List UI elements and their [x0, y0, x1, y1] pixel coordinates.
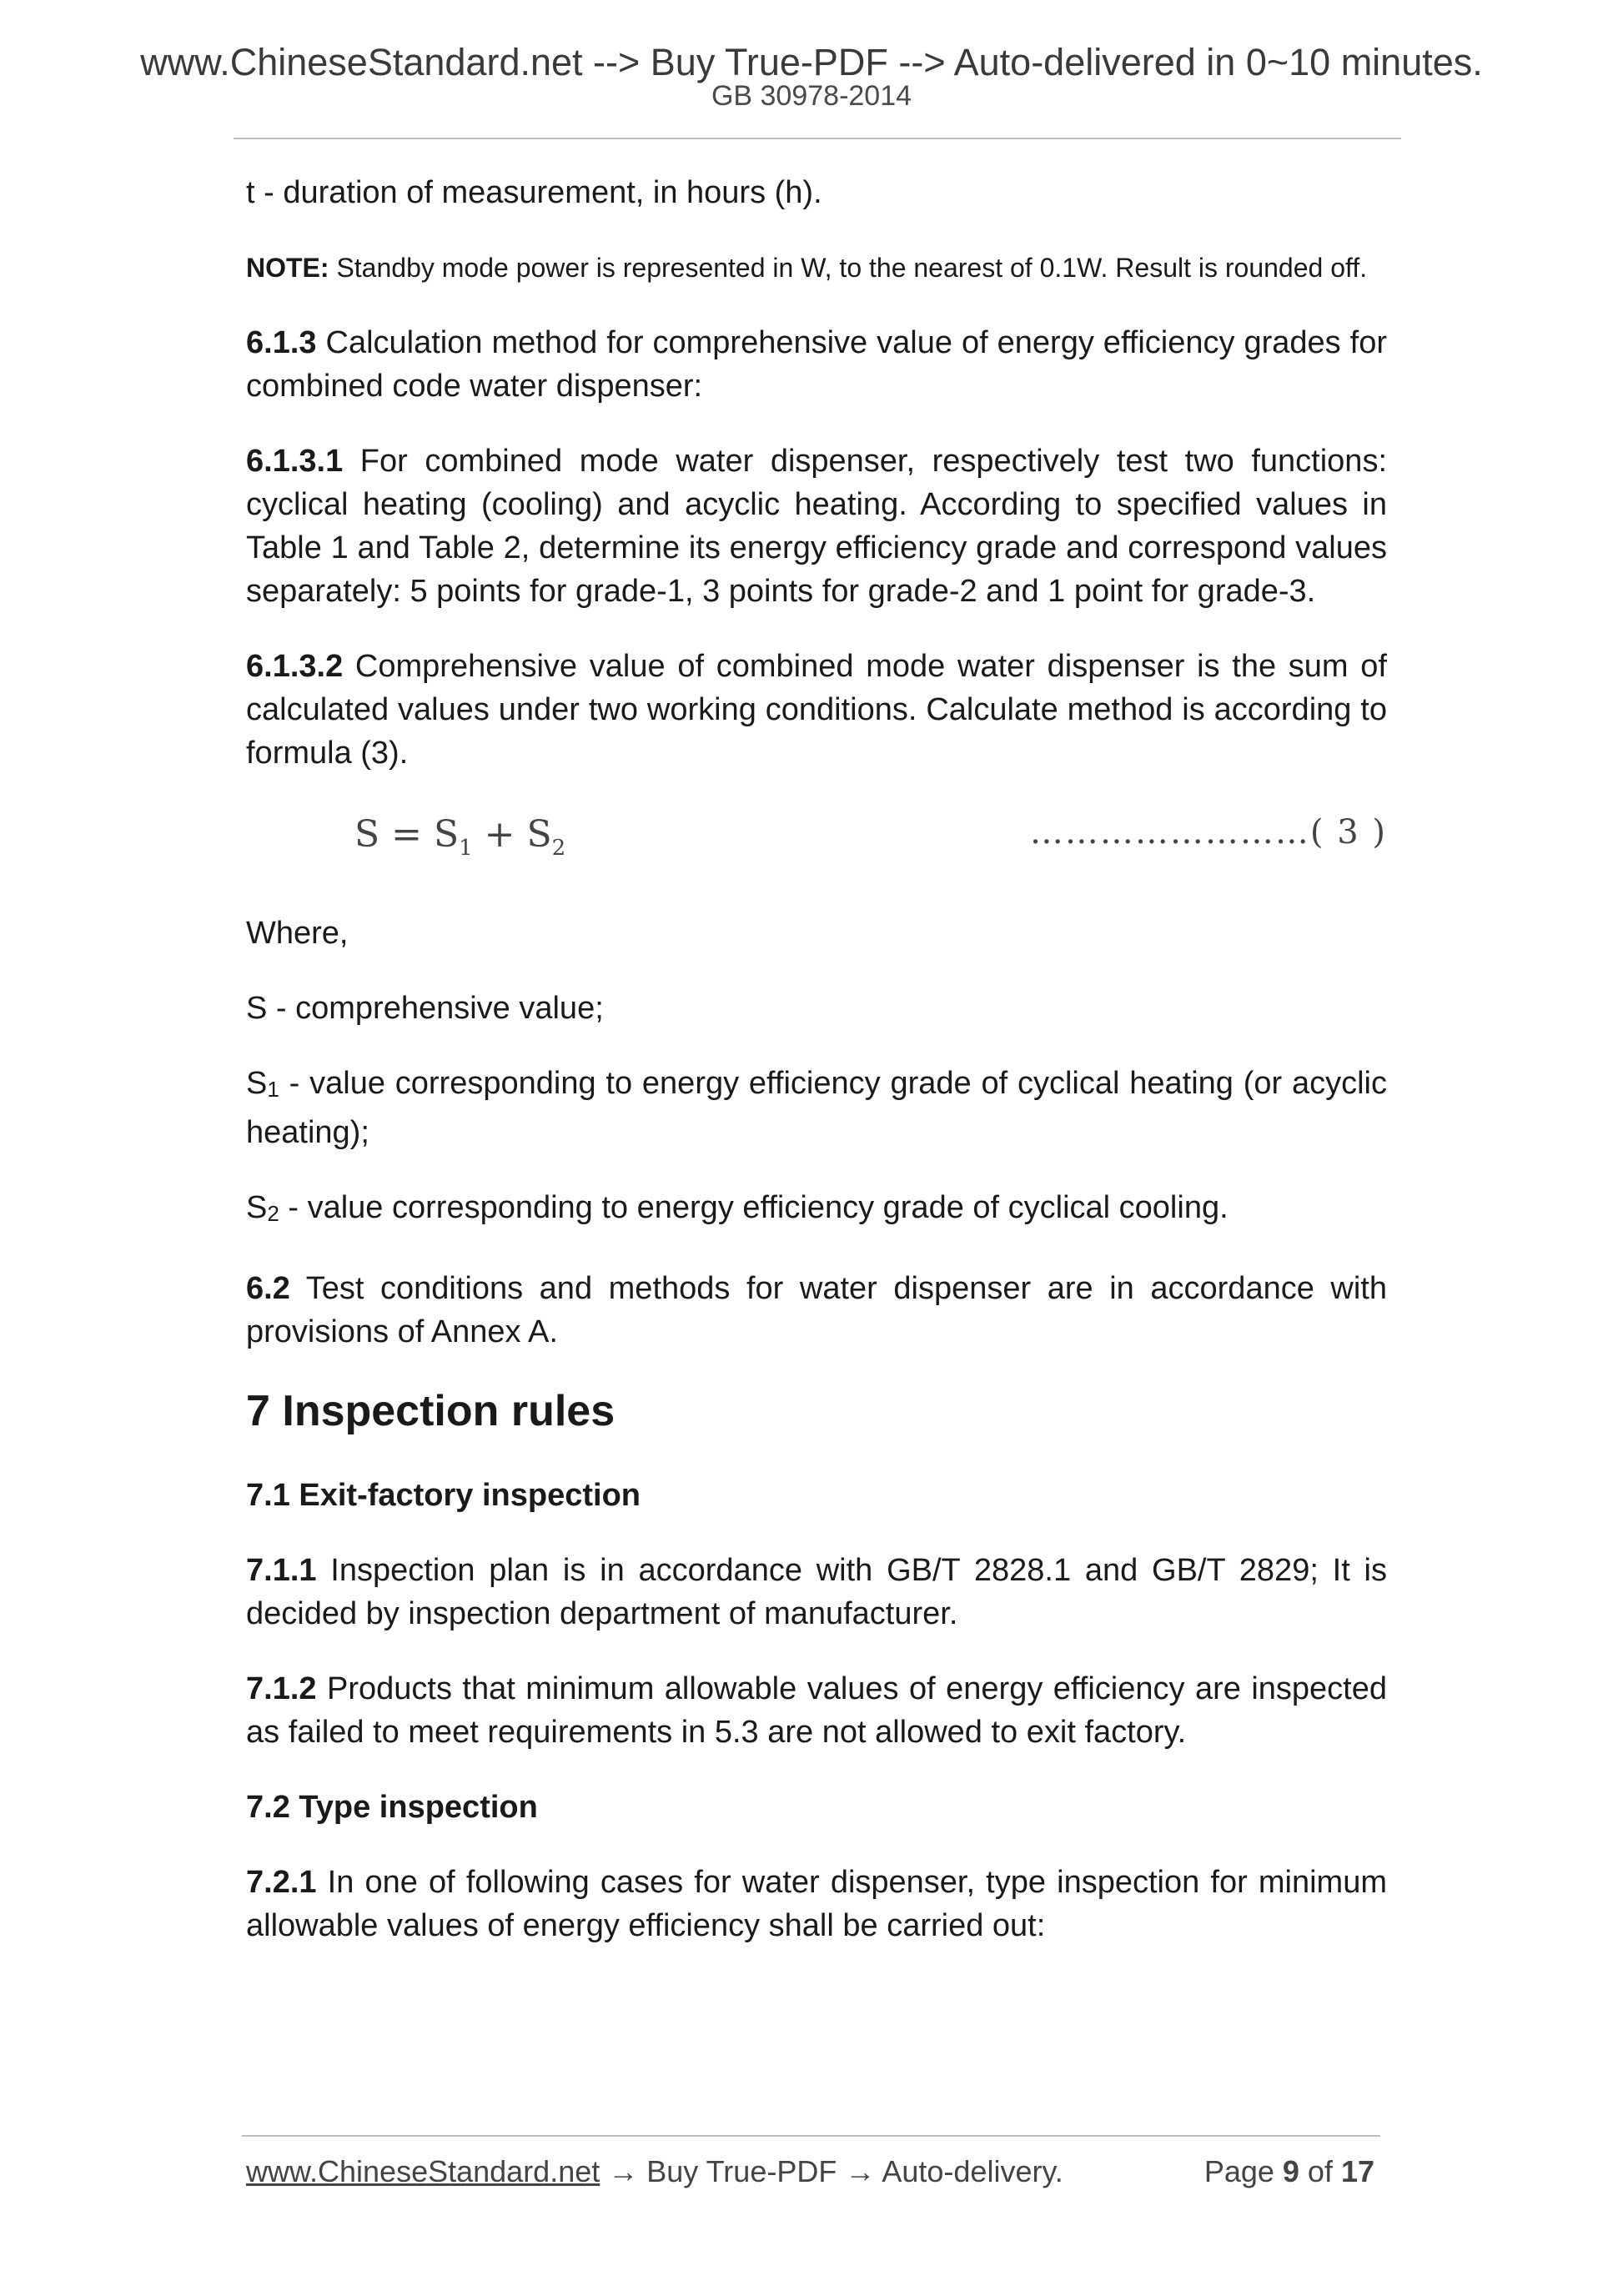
page-total: 17 [1340, 2154, 1374, 2188]
s1-definition [246, 1062, 1387, 1154]
page-number [1203, 2154, 1374, 2188]
clause-number: 6.1.3.1 [246, 444, 344, 479]
footer-divider [242, 2135, 1380, 2137]
page-of-label: of [1299, 2154, 1341, 2188]
clause-6-2 [246, 1267, 1387, 1354]
clause-number: 7.1.2 [246, 1671, 317, 1706]
formula-3 [246, 806, 1387, 880]
clause-text: For combined mode water dispenser, respectively test two functions: cyclical heating (cooling) and acyclic heating. According to specified values in Table 1 and Table 2, determine its energy efficiency grade and correspond values separately: 5 points for grade-1, 3 points for grade-2 and 1 point for grade-3. [246, 444, 1387, 609]
formula-subscript-2: 2 [551, 835, 566, 861]
clause-number: 6.2 [246, 1271, 290, 1306]
formula-equals: = S [379, 813, 460, 856]
formula-expression [354, 813, 565, 861]
clause-number: 6.1.3 [246, 325, 317, 360]
clause-text: Test conditions and methods for water dispenser are in accordance with provisions of Annex A. [246, 1271, 1387, 1349]
formula-reference: ……………………( 3 ) [1029, 813, 1387, 852]
formula-subscript-1: 1 [459, 835, 473, 861]
footer-link[interactable]: www.ChineseStandard.net [246, 2154, 600, 2188]
formula-plus: + S [472, 813, 552, 856]
clause-7-1-2 [246, 1667, 1387, 1754]
s2-text: - value corresponding to energy efficiency grade of cyclical cooling. [279, 1190, 1229, 1225]
arrow-icon: → [837, 2154, 882, 2188]
clause-text: Calculation method for comprehensive value of energy efficiency grades for combined code water dispenser: [246, 325, 1387, 404]
s2-symbol: S [246, 1190, 268, 1225]
clause-6-1-3-2 [246, 645, 1387, 775]
clause-7-2-1 [246, 1861, 1387, 1947]
note [246, 246, 1387, 289]
footer-auto: Auto-delivery. [882, 2154, 1063, 2188]
clause-number: 6.1.3.2 [246, 649, 344, 684]
site-banner[interactable]: www.ChineseStandard.net --> Buy True-PDF --> Auto-delivered in 0~10 minutes. [140, 41, 1483, 83]
footer-buy: Buy True-PDF [646, 2154, 837, 2188]
clause-text: In one of following cases for water dispenser, type inspection for minimum allowable values of energy efficiency shall be carried out: [246, 1865, 1387, 1943]
t-definition: t - duration of measurement, in hours (h). [246, 175, 822, 210]
where-label: Where, [246, 916, 349, 951]
footer-text [246, 2154, 1063, 2188]
clause-6-1-3-1 [246, 440, 1387, 613]
clause-7-1-1 [246, 1549, 1387, 1635]
clause-text: Inspection plan is in accordance with GB/T 2828.1 and GB/T 2829; It is decided by inspection department of manufacturer. [246, 1553, 1387, 1631]
standard-number: GB 30978-2014 [711, 80, 912, 112]
s1-subscript: 1 [267, 1077, 279, 1102]
note-text: Standby mode power is represented in W, to the nearest of 0.1W. Result is rounded off. [329, 253, 1368, 283]
s2-subscript: 2 [267, 1201, 279, 1226]
s2-definition [246, 1186, 1387, 1235]
page-label: Page [1203, 2154, 1283, 2188]
arrow-icon: → [600, 2154, 647, 2188]
clause-number: 7.2.1 [246, 1865, 317, 1900]
s-definition: S - comprehensive value; [246, 991, 604, 1026]
header-divider [234, 138, 1401, 139]
page-content [246, 171, 1387, 1947]
s1-text: - value corresponding to energy efficiency grade of cyclical heating (or acyclic heating); [246, 1066, 1387, 1150]
section-heading-7: 7 Inspection rules [246, 1387, 616, 1435]
subsection-heading-7-1: 7.1 Exit-factory inspection [246, 1478, 641, 1513]
clause-6-1-3 [246, 321, 1387, 408]
subsection-heading-7-2: 7.2 Type inspection [246, 1790, 538, 1825]
s1-symbol: S [246, 1066, 268, 1101]
clause-text: Comprehensive value of combined mode water dispenser is the sum of calculated values under two working conditions. Calculate method is according to formula (3). [246, 649, 1387, 771]
note-label: NOTE: [246, 253, 329, 283]
clause-number: 7.1.1 [246, 1553, 317, 1588]
formula-symbol-s: S [354, 813, 380, 856]
clause-text: Products that minimum allowable values of energy efficiency are inspected as failed to meet requirements in 5.3 are not allowed to exit factory. [246, 1671, 1387, 1750]
page-current: 9 [1282, 2154, 1299, 2188]
